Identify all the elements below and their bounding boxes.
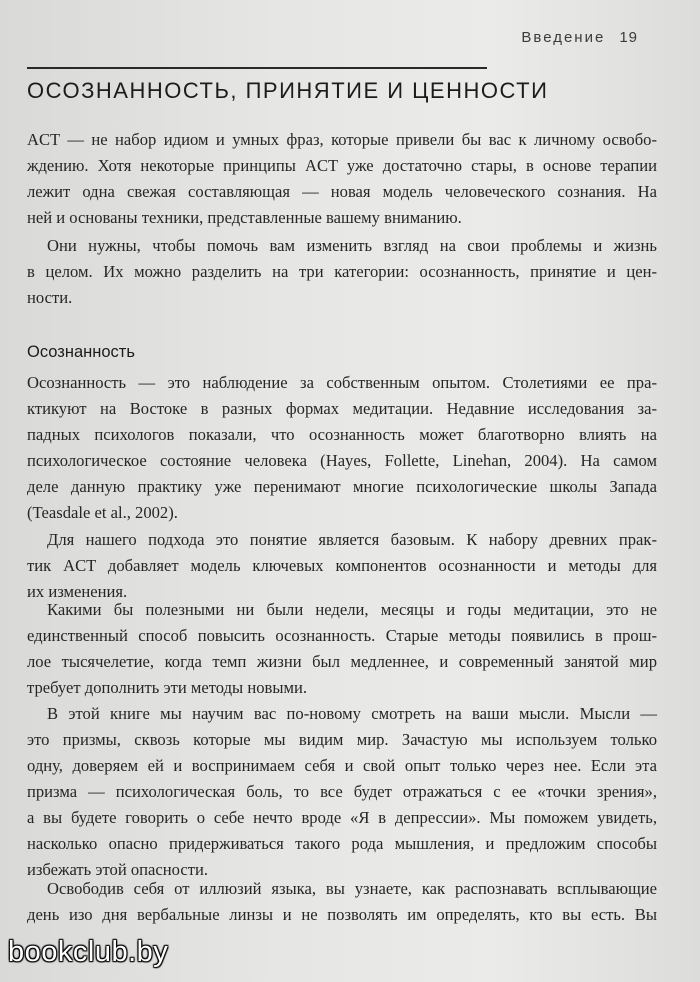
paragraph-6 — [27, 701, 657, 883]
text-line: призма — психологическая боль, то все будет отражаться с ее «точки зрения», — [27, 782, 657, 801]
text-line: Освободив себя от иллюзий языка, вы узнаете, как распознавать всплывающие — [47, 879, 657, 898]
text-line: это призмы, сквозь которые мы видим мир. Зачастую мы используем только — [27, 730, 657, 749]
paragraph-7 — [27, 876, 657, 928]
text-line: ACT — не набор идиом и умных фраз, которые привели бы вас к личному освобо- — [27, 130, 657, 149]
text-line: ности. — [27, 288, 73, 307]
text-line: деле данную практику уже перенимают многие психологические школы Запада — [27, 477, 657, 496]
text-line: Для нашего подхода это понятие является базовым. К набору древних прак- — [47, 530, 657, 549]
paragraph-1 — [27, 127, 657, 231]
watermark: bookclub.by — [8, 936, 169, 968]
paragraph-2 — [27, 233, 657, 311]
text-line: Они нужны, чтобы помочь вам изменить взгляд на свои проблемы и жизнь — [47, 236, 657, 255]
text-line: Какими бы полезными ни были недели, месяцы и годы медитации, это не — [47, 600, 657, 619]
text-line: единственный способ повысить осознанность. Старые методы появились в прош- — [27, 626, 657, 645]
text-line: тик ACT добавляет модель ключевых компонентов осознанности и методы для — [27, 556, 657, 575]
paragraph-4 — [27, 527, 657, 605]
text-line: день изо дня вербальные линзы и не позволять им определять, кто вы есть. Вы — [27, 905, 657, 924]
text-line: (Teasdale et al., 2002). — [27, 503, 178, 522]
text-line: лое тысячелетие, когда темп жизни был медленнее, и современный занятой мир — [27, 652, 657, 671]
section-rule — [27, 67, 487, 69]
running-header — [521, 29, 638, 46]
text-line: ждению. Хотя некоторые принципы ACT уже достаточно стары, в основе терапии — [27, 156, 657, 175]
text-line: Осознанность — это наблюдение за собственным опытом. Столетиями ее пра- — [27, 373, 657, 392]
subsection-title: Осознанность — [27, 343, 135, 361]
text-line: психологическое состояние человека (Hayes, Follette, Linehan, 2004). На самом — [27, 451, 657, 470]
text-line: а вы будете говорить о себе нечто вроде «Я в депрессии». Мы поможем увидеть, — [27, 808, 657, 827]
text-line: в целом. Их можно разделить на три категории: осознанность, принятие и цен- — [27, 262, 657, 281]
text-line: В этой книге мы научим вас по-новому смотреть на ваши мысли. Мысли — — [47, 704, 657, 723]
page-number: 19 — [619, 29, 638, 46]
paragraph-5 — [27, 597, 657, 701]
text-line: насколько опасно придерживаться такого рода мышления, и предложим способы — [27, 834, 657, 853]
section-title: ОСОЗНАННОСТЬ, ПРИНЯТИЕ И ЦЕННОСТИ — [27, 78, 549, 103]
text-line: одну, доверяем ей и воспринимаем себя и свой опыт только через нее. Если эта — [27, 756, 657, 775]
text-line: падных психологов показали, что осознанность может благотворно влиять на — [27, 425, 657, 444]
text-line: ней и основаны техники, представленные вашему вниманию. — [27, 208, 462, 227]
paragraph-3 — [27, 370, 657, 526]
text-line: лежит одна свежая составляющая — новая модель человеческого сознания. На — [27, 182, 657, 201]
text-line: требует дополнить эти методы новыми. — [27, 678, 308, 697]
text-line: избежать этой опасности. — [27, 860, 209, 879]
text-line: ктикуют на Востоке в разных формах медитации. Недавние исследования за- — [27, 399, 657, 418]
running-title: Введение — [521, 29, 606, 46]
text-line: их изменения. — [27, 582, 128, 601]
